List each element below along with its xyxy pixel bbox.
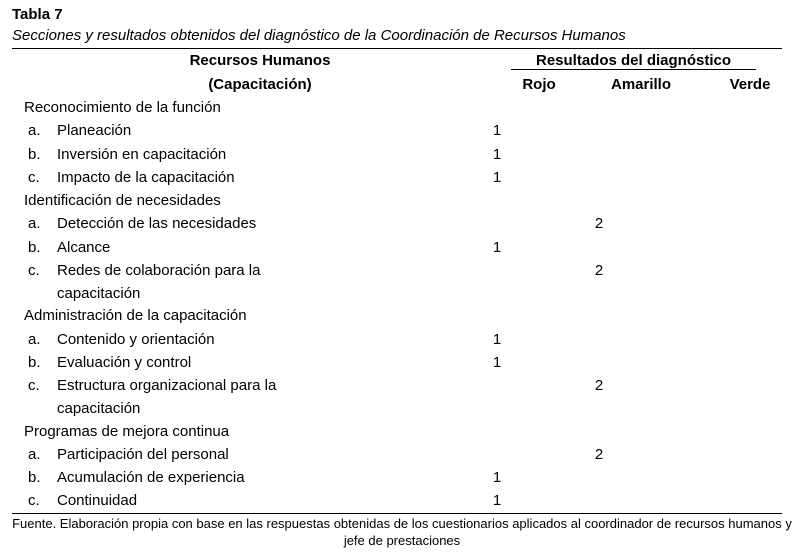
- item-letter: b.: [28, 469, 41, 486]
- item-letter: b.: [28, 146, 41, 163]
- item-letter: b.: [28, 239, 41, 256]
- item-letter: c.: [28, 377, 40, 394]
- item-label: Redes de colaboración para la: [57, 262, 261, 279]
- item-label: Planeación: [57, 122, 132, 139]
- item-label-continued: capacitación: [57, 400, 141, 417]
- value-rojo: 1: [492, 469, 502, 486]
- top-rule: [12, 48, 782, 49]
- value-amarillo: 2: [594, 377, 604, 394]
- item-letter: c.: [28, 169, 40, 186]
- header-amarillo: Amarillo: [610, 76, 671, 93]
- item-label-continued: capacitación: [57, 285, 141, 302]
- value-rojo: 1: [492, 331, 502, 348]
- footnote: Fuente. Elaboración propia con base en las respuestas obtenidas de los cuestionarios aplicados al coordinador de recursos humanos y jefe de prestaciones: [12, 516, 792, 548]
- item-letter: b.: [28, 354, 41, 371]
- header-recursos-humanos: Recursos Humanos: [189, 52, 331, 69]
- bottom-rule: [12, 513, 782, 514]
- section-heading: Administración de la capacitación: [24, 307, 247, 324]
- section-heading: Identificación de necesidades: [24, 192, 221, 209]
- item-label: Alcance: [57, 239, 111, 256]
- item-label: Evaluación y control: [57, 354, 192, 371]
- header-rojo: Rojo: [522, 76, 556, 93]
- value-rojo: 1: [492, 239, 502, 256]
- value-amarillo: 2: [594, 262, 604, 279]
- value-rojo: 1: [492, 122, 502, 139]
- section-heading: Reconocimiento de la función: [24, 99, 221, 116]
- item-label: Detección de las necesidades: [57, 215, 257, 232]
- item-label: Estructura organizacional para la: [57, 377, 277, 394]
- item-label: Acumulación de experiencia: [57, 469, 245, 486]
- item-letter: a.: [28, 215, 41, 232]
- table-number: Tabla 7: [12, 6, 63, 23]
- value-rojo: 1: [492, 354, 502, 371]
- item-letter: a.: [28, 446, 41, 463]
- item-letter: c.: [28, 262, 40, 279]
- value-amarillo: 2: [594, 446, 604, 463]
- item-label: Contenido y orientación: [57, 331, 215, 348]
- value-rojo: 1: [492, 146, 502, 163]
- header-resultados: Resultados del diagnóstico: [535, 52, 732, 69]
- item-letter: a.: [28, 122, 41, 139]
- value-amarillo: 2: [594, 215, 604, 232]
- value-rojo: 1: [492, 169, 502, 186]
- item-letter: a.: [28, 331, 41, 348]
- item-label: Continuidad: [57, 492, 138, 509]
- header-verde: Verde: [729, 76, 771, 93]
- item-label: Impacto de la capacitación: [57, 169, 235, 186]
- header-capacitacion: (Capacitación): [208, 76, 312, 93]
- table-caption: Secciones y resultados obtenidos del diagnóstico de la Coordinación de Recursos Humanos: [12, 27, 626, 44]
- value-rojo: 1: [492, 492, 502, 509]
- section-heading: Programas de mejora continua: [24, 423, 230, 440]
- item-letter: c.: [28, 492, 40, 509]
- item-label: Inversión en capacitación: [57, 146, 227, 163]
- results-underline: [511, 69, 756, 70]
- item-label: Participación del personal: [57, 446, 229, 463]
